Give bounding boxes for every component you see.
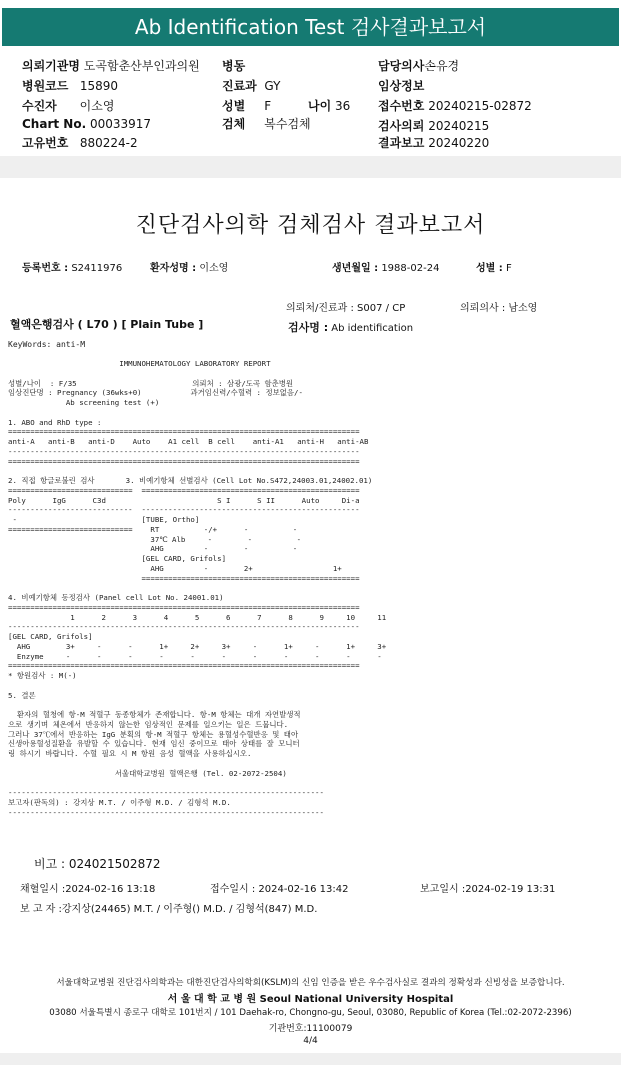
receive-time: 접수일시 : 2024-02-16 13:42 <box>210 884 349 895</box>
lab-text-line <box>8 778 386 788</box>
lab-text-line: anti-A anti-B anti-D Auto A1 cell B cell anti-A1 anti-H anti-AB <box>8 437 369 446</box>
lab-text-line: 5. 결론 <box>8 690 36 700</box>
hdr-uid <box>22 134 138 151</box>
lab-text-line: AHG - - - <box>8 544 298 554</box>
hdr-ward <box>222 57 245 74</box>
remark: 비고 : 024021502872 <box>34 857 161 871</box>
lab-text-line <box>8 700 386 710</box>
lab-text-line: Enzyme - - - - - - - - - - - <box>8 651 382 661</box>
lab-text-line: 37℃ Alb - - - <box>8 534 302 544</box>
lab-text-line: 서울대학교병원 혈액은행 (Tel. 02-2072-2504) <box>8 768 287 778</box>
birth-date <box>332 259 439 274</box>
lab-text-line: 임상진단명 : Pregnancy (36wks+0) 과거임신력/수혈력 : 정보없음/- <box>8 388 303 398</box>
ward-label: 병동 <box>222 59 246 73</box>
hdr-request <box>378 117 489 134</box>
hdr-specimen <box>222 115 311 132</box>
footer-hospital: 서 울 대 학 교 병 원 Seoul National University Hospital <box>167 994 454 1005</box>
lab-text-line: 그러나 37℃에서 반응하는 IgG 분획의 항-M 적혈구 항체는 용혈성수혈반응 및 태아 <box>8 729 299 739</box>
footer-institution: 기관번호:11100079 <box>268 1024 353 1034</box>
reporter: 보 고 자 :강지상(24465) M.T. / 이주형() M.D. / 김형석(847) M.D. <box>20 904 318 915</box>
lab-text-line <box>8 681 386 691</box>
lab-text-line: - [TUBE, Ortho] <box>8 515 200 524</box>
sex-value: F <box>264 99 272 113</box>
hdr-dept <box>222 77 280 94</box>
specimen-value: 복수검체 <box>264 117 311 131</box>
dept-value: GY <box>264 79 281 93</box>
patient-sex <box>476 259 512 274</box>
hdr-clinical <box>378 77 424 94</box>
lab-report-text <box>8 359 386 817</box>
lab-text-line: 링 하시기 바랍니다. 수혈 필요 시 M 항원 음성 혈액을 사용하십시오. <box>8 749 252 758</box>
lab-text-line: ----------------------------------------------------------------------- <box>8 788 324 797</box>
hdr-code <box>22 77 118 94</box>
report-time: 보고일시 :2024-02-19 13:31 <box>420 884 556 895</box>
lab-text-line: ---------------------------- ------------------------------------------------- <box>8 505 360 515</box>
reg-no <box>22 259 122 274</box>
lab-text-line: * 항원검사 : M(-) <box>8 671 77 680</box>
lab-text-line: =============================================================================== <box>8 427 360 437</box>
lab-text-line: [GEL CARD, Grifols] <box>8 632 93 641</box>
collect-time: 채혈일시 :2024-02-16 13:18 <box>20 884 156 895</box>
age-value: 36 <box>335 99 351 113</box>
hdr-doctor <box>378 57 459 74</box>
lab-text-line <box>8 369 386 379</box>
test-value: Ab identification <box>331 323 414 334</box>
doctor-value: 손유경 <box>424 59 460 73</box>
footer-address: 03080 서울특별시 종로구 대학로 101번지 / 101 Daehak-ro, Chongno-gu, Seoul, 03080, Republic of Korea (Tel.:02-2072-2396) <box>49 1008 572 1018</box>
bottom-band <box>0 1053 621 1065</box>
patient-name <box>150 259 228 274</box>
uid-value: 880224-2 <box>79 136 138 150</box>
test-label: 검사명 : <box>288 321 329 334</box>
code-label: 병원코드 <box>22 79 69 93</box>
hdr-sex <box>222 97 271 114</box>
doctor-label: 담당의사 <box>378 59 425 73</box>
hdr-patient <box>22 97 114 114</box>
lab-text-line: =============================================================================== <box>8 602 360 612</box>
org-value: 도곡함춘산부인과의원 <box>83 59 200 73</box>
lab-text-line: =============================================================================== <box>8 661 360 671</box>
hdr-org <box>22 57 200 74</box>
lab-text-line: ----------------------------------------------------------------------- <box>8 807 324 817</box>
report-banner <box>0 0 621 50</box>
lab-text-line <box>8 583 386 593</box>
page-number: 4/4 <box>303 1036 318 1046</box>
lab-text-line: Ab screening test (+) <box>8 398 160 407</box>
dept-label: 진료과 <box>222 79 257 93</box>
lab-text-line: 4. 비예기항체 동정검사 (Panel cell Lot No. 24001.01) <box>8 593 224 602</box>
lab-text-line: ------------------------------------------------------------------------------- <box>8 446 360 456</box>
hdr-chart <box>22 117 151 131</box>
uid-label: 고유번호 <box>22 136 69 150</box>
lab-text-line: =============================================================================== <box>8 456 360 466</box>
lab-text-line: 2. 직접 항글로불린 검사 3. 비예기항체 선별검사 (Cell Lot No.S472,24003.01,24002.01) <box>8 476 373 485</box>
lab-text-line: ============================ RT -/+ - - <box>8 524 298 534</box>
lab-text-line <box>8 759 386 769</box>
banner-title: Ab Identification Test 검사결과보고서 <box>2 8 619 46</box>
dob-label: 생년월일 : <box>332 263 379 274</box>
lab-text-line: AHG - 2+ 1+ <box>8 563 342 573</box>
lab-text-line: ============================ ================================================= <box>8 485 360 495</box>
code-value: 15890 <box>79 79 119 93</box>
lab-text-line: IMMUNOHEMATOLOGY LABORATORY REPORT <box>8 359 271 368</box>
lab-text-line <box>8 466 386 476</box>
sex-label: 성별 <box>222 99 246 113</box>
hdr-age <box>308 97 350 114</box>
hdr-accession <box>378 97 532 114</box>
request-label: 검사의뢰 <box>378 119 425 133</box>
lab-text-line: ================================================= <box>8 573 360 583</box>
result-label: 결과보고 <box>378 136 425 150</box>
reg-value: S2411976 <box>71 263 123 274</box>
name-value: 이소영 <box>199 263 229 274</box>
name-label: 환자성명 : <box>150 263 197 274</box>
lab-text-line <box>8 408 386 418</box>
lab-text-line: ------------------------------------------------------------------------------- <box>8 622 360 632</box>
patient-label: 수진자 <box>22 99 57 113</box>
lab-text-line: 1. ABO and RhD type : <box>8 417 102 427</box>
request-dept: 의뢰처/진료과 : S007 / CP <box>286 303 406 314</box>
request-doctor: 의뢰의사 : 남소영 <box>460 303 538 314</box>
org-label: 의뢰기관명 <box>22 59 80 73</box>
report-title: 진단검사의학 검체검사 결과보고서 <box>135 213 486 238</box>
dob-value: 1988-02-24 <box>381 263 440 274</box>
request-value: 20240215 <box>428 119 490 133</box>
chart-value: 00033917 <box>89 117 152 131</box>
accession-value: 20240215-02872 <box>428 99 532 113</box>
result-value: 20240220 <box>428 136 490 150</box>
reg-label: 등록번호 : <box>22 263 69 274</box>
rsex-label: 성별 : <box>476 263 503 274</box>
test-group: 혈액은행검사 ( L70 ) [ Plain Tube ] <box>10 318 204 331</box>
footer-accreditation: 서울대학교병원 진단검사의학과는 대한진단검사의학회(KSLM)의 신임 인증을 받은 우수검사실로 결과의 정확성과 신빙성을 보증합니다. <box>56 978 565 988</box>
specimen-label: 검체 <box>222 117 246 131</box>
keywords: KeyWords: anti-M <box>8 340 86 349</box>
test-name <box>288 319 413 335</box>
lab-text-line: Poly IgG C3d S I S II Auto Di-a <box>8 495 360 505</box>
patient-value: 이소영 <box>79 99 115 113</box>
lab-text-line: AHG 3+ - - 1+ 2+ 3+ - 1+ - 1+ 3+ <box>8 641 387 651</box>
lab-text-line: 환자의 혈청에 항-M 적혈구 동종항체가 존재합니다. 항-M 항체는 대개 자연발생적 <box>8 710 301 719</box>
lab-text-line: 성별/나이 : F/35 의뢰처 : 삼광/도곡 함춘병원 <box>8 378 294 388</box>
lab-text-line: 신생아용혈성질환을 유발할 수 있습니다. 현재 임신 중이므로 태아 상태를 잘 모니터 <box>8 739 300 749</box>
hdr-result <box>378 134 489 151</box>
page-separator <box>0 156 621 178</box>
lab-text-line: 1 2 3 4 5 6 7 8 9 10 11 <box>8 612 387 622</box>
accession-label: 접수번호 <box>378 99 425 113</box>
chart-label: Chart No. <box>22 117 87 131</box>
clinical-label: 임상정보 <box>378 79 425 93</box>
lab-text-line: [GEL CARD, Grifols] <box>8 554 227 563</box>
lab-text-line: 으로 생기며 체온에서 반응하지 않는한 임상적인 문제를 일으키는 일은 드뭅니다. <box>8 719 289 729</box>
lab-text-line: 보고자(판독의) : 강지상 M.T. / 이주형 M.D. / 김형석 M.D. <box>8 797 231 807</box>
rsex-value: F <box>506 263 512 274</box>
age-label: 나이 <box>308 99 332 113</box>
